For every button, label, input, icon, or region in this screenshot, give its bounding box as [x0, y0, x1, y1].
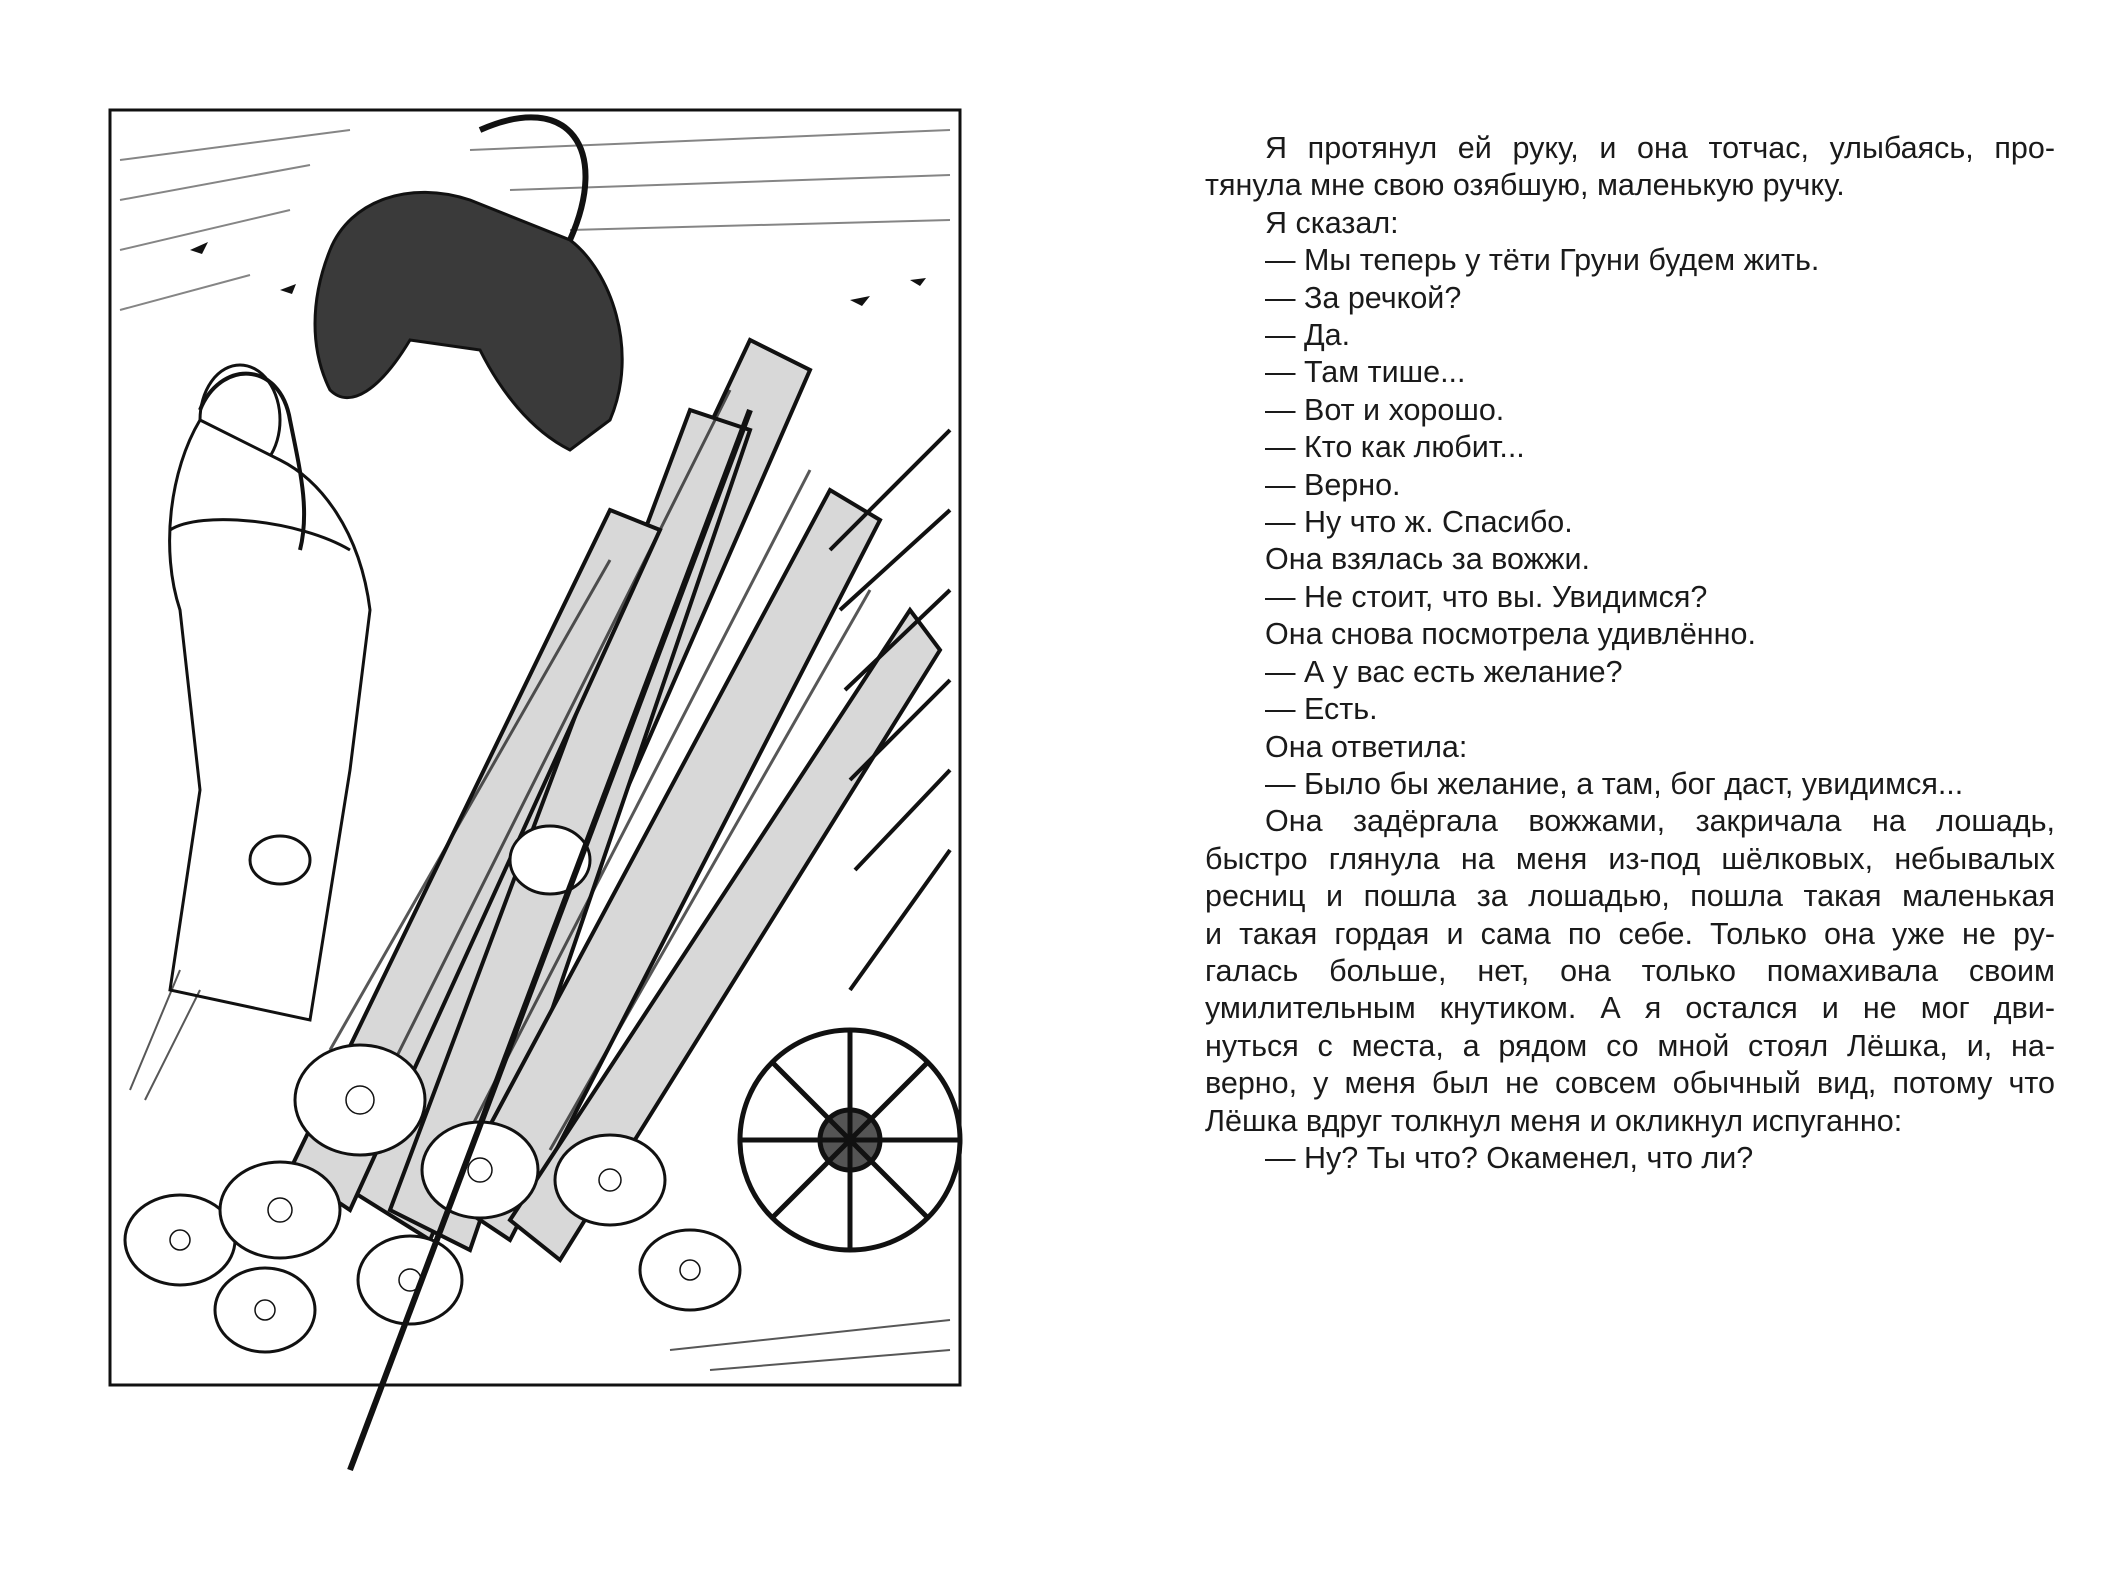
text-line: — Вот и хорошо.: [1265, 392, 1505, 427]
text-line: — Есть.: [1265, 692, 1378, 727]
text-line: — За речкой?: [1265, 280, 1462, 315]
ink-illustration-icon: [50, 90, 990, 1490]
text-paragraph: [1205, 130, 2055, 205]
text-line: — Там тише...: [1265, 355, 1466, 390]
text-paragraph: [1205, 654, 2055, 691]
text-line: галась больше, нет, она только помахивала своим: [1205, 953, 2055, 988]
text-paragraph: [1205, 429, 2055, 466]
text-paragraph: [1205, 766, 2055, 803]
text-paragraph: [1205, 1140, 2055, 1177]
text-line: — Ну? Ты что? Окаменел, что ли?: [1265, 1140, 1754, 1175]
text-paragraph: [1205, 691, 2055, 728]
text-paragraph: [1205, 803, 2055, 1140]
text-line: — Кто как любит...: [1265, 430, 1525, 465]
text-line: — Ну что ж. Спасибо.: [1265, 505, 1573, 540]
body-text: [1205, 130, 2055, 1177]
text-paragraph: [1205, 242, 2055, 279]
text-paragraph: [1205, 504, 2055, 541]
text-line: и такая гордая и сама по себе. Только она уже не ру-: [1205, 916, 2055, 951]
text-line: нуться с места, а рядом со мной стоял Лёшка, и, на-: [1205, 1028, 2055, 1063]
text-paragraph: [1205, 317, 2055, 354]
text-paragraph: [1205, 354, 2055, 391]
text-line: — Было бы желание, а там, бог даст, увидимся...: [1265, 766, 1964, 801]
text-paragraph: [1205, 616, 2055, 653]
text-paragraph: [1205, 205, 2055, 242]
text-line: Она снова посмотрела удивлённо.: [1265, 617, 1756, 652]
text-line: Она задёргала вожжами, закричала на лошадь,: [1265, 804, 2055, 839]
text-paragraph: [1205, 280, 2055, 317]
text-line: — Верно.: [1265, 467, 1401, 502]
text-line: — Мы теперь у тёти Груни будем жить.: [1265, 243, 1820, 278]
text-line: Я сказал:: [1265, 205, 1399, 240]
text-paragraph: [1205, 467, 2055, 504]
text-line: тянула мне свою озябшую, маленькую ручку.: [1205, 168, 1845, 203]
text-paragraph: [1205, 729, 2055, 766]
text-line: Она взялась за вожжи.: [1265, 542, 1590, 577]
text-line: Я протянул ей руку, и она тотчас, улыбаясь, про-: [1265, 131, 2055, 165]
text-paragraph: [1205, 541, 2055, 578]
text-line: — Не стоит, что вы. Увидимся?: [1265, 579, 1708, 614]
text-line: Она ответила:: [1265, 729, 1468, 764]
right-page: [1055, 0, 2110, 1582]
text-line: умилительным кнутиком. А я остался и не мог дви-: [1205, 991, 2055, 1026]
text-line: Лёшка вдруг толкнул меня и окликнул испуганно:: [1205, 1103, 1903, 1138]
text-line: — А у вас есть желание?: [1265, 654, 1623, 689]
text-paragraph: [1205, 392, 2055, 429]
text-line: ресниц и пошла за лошадью, пошла такая маленькая: [1205, 879, 2055, 914]
text-line: верно, у меня был не совсем обычный вид, потому что: [1205, 1066, 2055, 1101]
text-line: — Да.: [1265, 318, 1351, 353]
text-paragraph: [1205, 579, 2055, 616]
text-line: быстро глянула на меня из-под шёлковых, небывалых: [1205, 841, 2055, 876]
